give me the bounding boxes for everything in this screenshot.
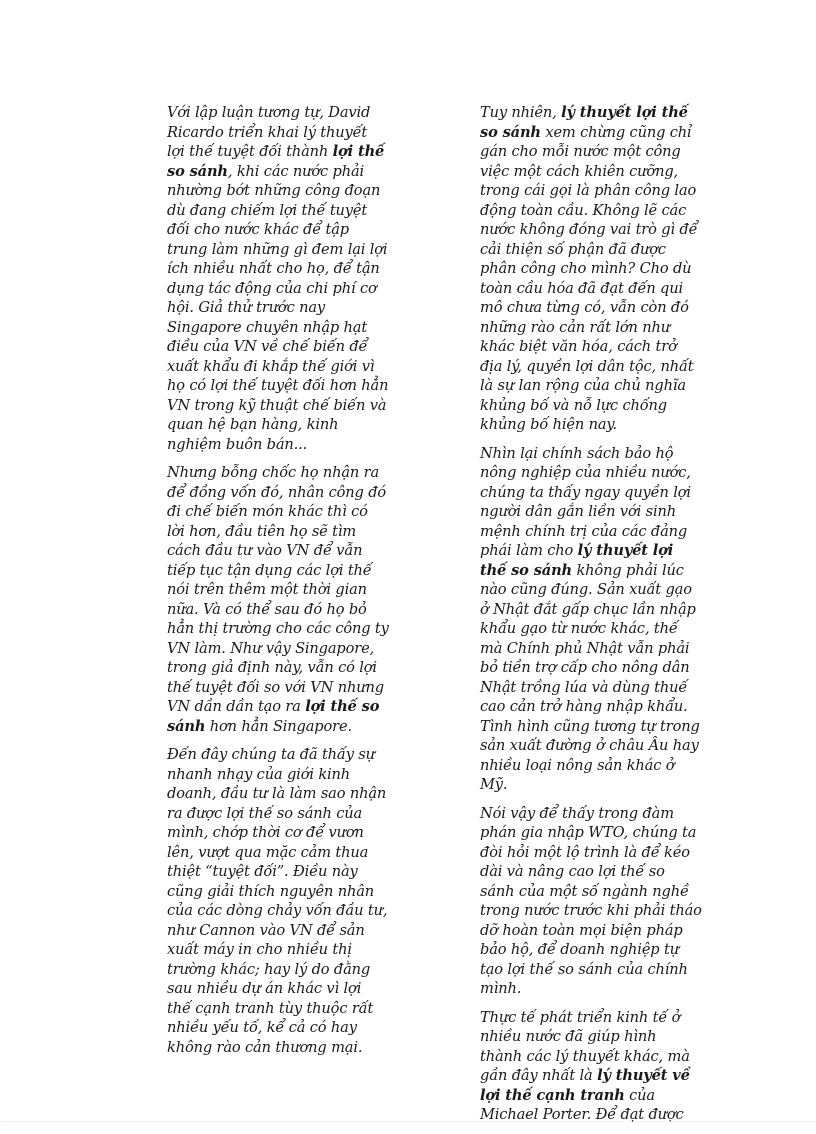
text-run: Đến đây chúng ta đã thấy sự nhanh nhạy của giới kinh doanh, đầu tư là làm sao nhận ra được lợi thế so sánh của mình, chớp thời cơ để vươn lên, vượt qua mặc cảm thua thiệt “tuyệt đối”. Điều này cũng giải thích nguyên nhân của các dòng chảy vốn đầu tư, như Cannon vào VN để sản xuất máy in cho nhiều thị trường khác; hay lý do đằng sau nhiều dự án khác vì lợi thế cạnh tranh tùy thuộc rất nhiều yếu tố, kể cả có hay không rào cản thương mại.: [167, 746, 388, 1056]
emphasized-term: lợi thế so sánh: [167, 698, 380, 735]
paragraph: [480, 103, 702, 435]
text-run: , khi các nước phải nhường bớt những công đoạn dù đang chiếm lợi thế tuyệt đối cho nước khác để tập trung làm những gì đem lại lợi ích nhiều nhất cho họ, để tận dụng tác động của chi phí cơ hội. Giả thử trước nay Singapore chuyên nhập hạt điều của VN về chế biến để xuất khẩu đi khắp thế giới vì họ có lợi thế tuyệt đối hơn hẳn VN trong kỹ thuật chế biến và quan hệ bạn hàng, kinh nghiệm buôn bán...: [167, 162, 389, 453]
emphasized-term: lợi thế so sánh: [167, 143, 385, 180]
paragraph: [167, 463, 389, 736]
paragraph: [167, 745, 389, 1057]
text-run: Nói vậy để thấy trong đàm phán gia nhập WTO, chúng ta đòi hỏi một lộ trình là để kéo dài và nâng cao lợi thế so sánh của một số ngành nghề trong nước trước khi phải tháo dỡ hoàn toàn mọi biện pháp bảo hộ, để doanh nghiệp tự tạo lợi thế so sánh của chính mình.: [480, 804, 702, 997]
paragraph: [167, 103, 389, 454]
paragraph: [480, 444, 702, 795]
left-text-column: [167, 103, 389, 1066]
emphasized-term: lý thuyết lợi thế so sánh: [480, 542, 674, 579]
right-text-column: [480, 103, 702, 1134]
emphasized-term: lý thuyết về lợi thế cạnh tranh: [480, 1067, 690, 1104]
text-run: không phải lúc nào cũng đúng. Sản xuất gạo ở Nhật đắt gấp chục lần nhập khẩu gạo từ nước khác, thế mà Chính phủ Nhật vẫn phải bỏ tiền trợ cấp cho nông dân Nhật trồng lúa và dùng thuế cao cản trở hàng nhập khẩu. Tình hình cũng tương tự trong sản xuất đường ở châu Âu hay nhiều loại nông sản khác ở Mỹ.: [480, 561, 700, 793]
text-run: Nhìn lại chính sách bảo hộ nông nghiệp của nhiều nước, chúng ta thấy ngay quyền lợi người dân gắn liền với sinh mệnh chính trị của các đảng phái làm cho: [480, 444, 691, 559]
page-bottom-rule: [0, 1121, 816, 1122]
text-run: xem chừng cũng chỉ gán cho mỗi nước một công việc một cách khiên cưỡng, trong cái gọi là phân công lao động toàn cầu. Không lẽ các nước không đóng vai trò gì để cải thiện số phận đã được phân công cho mình? Cho dù toàn cầu hóa đã đạt đến qui mô chưa từng có, vẫn còn đó những rào cản rất lớn như khác biệt văn hóa, cách trở địa lý, quyền lợi dân tộc, nhất là sự lan rộng của chủ nghĩa khủng bố và nỗ lực chống khủng bố hiện nay.: [480, 123, 698, 433]
text-run: Với lập luận tương tự, David Ricardo triển khai lý thuyết lợi thế tuyệt đối thành: [167, 104, 371, 160]
paragraph: [480, 804, 702, 999]
paragraph: [480, 1008, 702, 1125]
text-run: Nhưng bỗng chốc họ nhận ra để đồng vốn đó, nhân công đó đi chế biến món khác thì có lời hơn, đầu tiên họ sẽ tìm cách đầu tư vào VN để vẫn tiếp tục tận dụng các lợi thế nói trên thêm một thời gian nữa. Và có thể sau đó họ bỏ hẳn thị trường cho các công ty VN làm. Như vậy Singapore, trong giả định này, vẫn có lợi thế tuyệt đối so với VN nhưng VN dần dần tạo ra: [167, 464, 389, 715]
emphasized-term: lý thuyết lợi thế so sánh: [480, 104, 688, 141]
text-run: hơn hẳn Singapore.: [205, 717, 352, 735]
text-run: Tuy nhiên,: [480, 104, 562, 121]
text-run: Thực tế phát triển kinh tế ở nhiều nước đã giúp hình thành các lý thuyết khác, mà gần đây nhất là: [480, 1008, 690, 1084]
text-run: của Michael Porter. Để đạt được: [480, 1086, 684, 1123]
